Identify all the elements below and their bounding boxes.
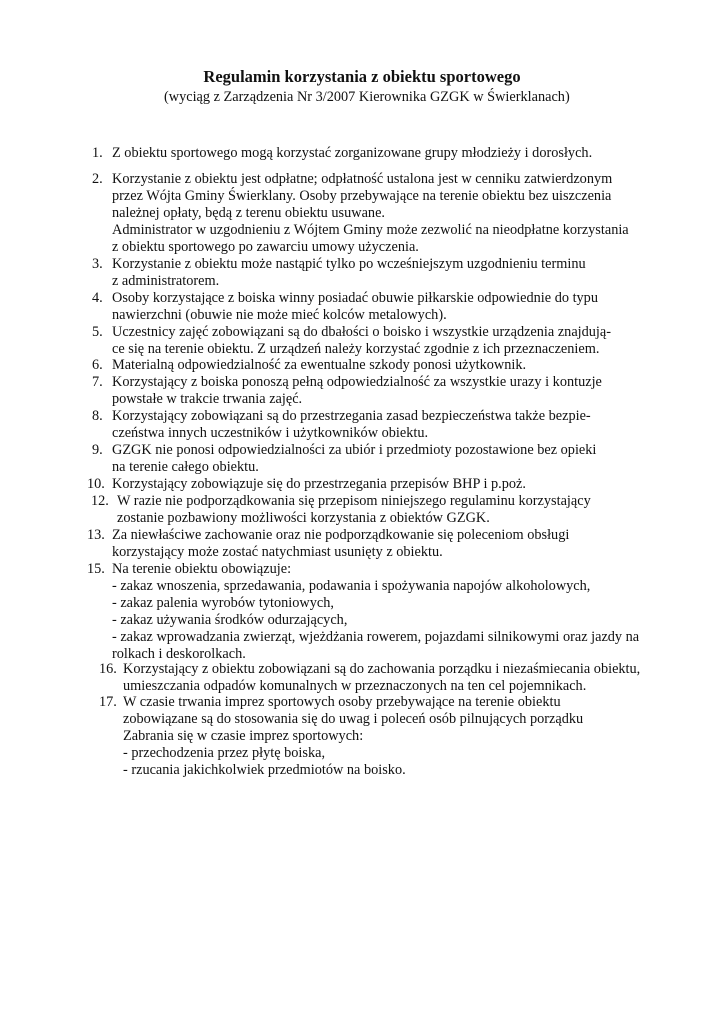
rule-number: 10. [87,476,105,492]
rule-text-line: Korzystający zobowiązani są do przestrzegania zasad bezpieczeństwa także bezpie- [112,408,591,424]
rule-number: 7. [92,374,103,390]
rule-number: 5. [92,324,103,340]
rule-text-line: korzystający może zostać natychmiast usunięty z obiektu. [112,544,443,560]
rule-number: 8. [92,408,103,424]
rule-text-line: zostanie pozbawiony możliwości korzystania z obiektów GZGK. [117,510,490,526]
rule-text-line: - zakaz używania środków odurzających, [112,612,348,628]
rule-number: 16. [99,661,117,677]
rule-text-line: Za niewłaściwe zachowanie oraz nie podporządkowanie się poleceniom obsługi [112,527,570,543]
rule-text-line: GZGK nie ponosi odpowiedzialności za ubiór i przedmioty pozostawione bez opieki [112,442,597,458]
rule-text-line: Korzystanie z obiektu może nastąpić tylko po wcześniejszym uzgodnieniu terminu [112,256,586,272]
rule-number: 1. [92,145,103,161]
rule-text-line: Administrator w uzgodnieniu z Wójtem Gminy może zezwolić na nieodpłatne korzystania [112,222,629,238]
rule-text-line: Na terenie obiektu obowiązuje: [112,561,292,577]
rule-text-line: - zakaz wprowadzania zwierząt, wjeżdżania rowerem, pojazdami silnikowymi oraz jazdy na [112,629,640,645]
rule-text-line: Korzystający z boiska ponoszą pełną odpowiedzialność za wszystkie urazy i kontuzje [112,374,602,390]
rule-number: 15. [87,561,105,577]
rule-text-line: Materialną odpowiedzialność za ewentualne szkody ponosi użytkownik. [112,357,527,373]
rule-number: 3. [92,256,103,272]
rule-text-line: W czasie trwania imprez sportowych osoby przebywające na terenie obiektu [123,694,561,710]
rule-text-line: - zakaz wnoszenia, sprzedawania, podawania i spożywania napojów alkoholowych, [112,578,591,594]
document-subtitle: (wyciąg z Zarządzenia Nr 3/2007 Kierownika GZGK w Świerklanach) [164,89,570,105]
rule-number: 17. [99,694,117,710]
rule-text-line: z administratorem. [112,273,220,289]
rule-text-line: należnej opłaty, będą z terenu obiektu usuwane. [112,205,385,221]
rule-text-line: W razie nie podporządkowania się przepisom niniejszego regulaminu korzystający [117,493,591,509]
rule-text-line: Korzystanie z obiektu jest odpłatne; odpłatność ustalona jest w cenniku zatwierdzonym [112,171,613,187]
rule-text-line: nawierzchni (obuwie nie może mieć kolców metalowych). [112,307,447,323]
rule-number: 13. [87,527,105,543]
rule-number: 4. [92,290,103,306]
rule-number: 9. [92,442,103,458]
rule-text-line: czeństwa innych uczestników i użytkowników obiektu. [112,425,429,441]
rule-text-line: Korzystający zobowiązuje się do przestrzegania przepisów BHP i p.poż. [112,476,526,492]
rule-text-line: - zakaz palenia wyrobów tytoniowych, [112,595,334,611]
rule-text-line: - przechodzenia przez płytę boiska, [123,745,326,761]
rule-text-line: rolkach i deskorolkach. [112,646,246,662]
rule-text-line: Osoby korzystające z boiska winny posiadać obuwie piłkarskie odpowiednie do typu [112,290,598,306]
rule-number: 2. [92,171,103,187]
rule-text-line: Uczestnicy zajęć zobowiązani są do dbałości o boisko i wszystkie urządzenia znajdują- [112,324,612,340]
rule-number: 12. [91,493,109,509]
rule-text-line: Korzystający z obiektu zobowiązani są do zachowania porządku i niezaśmiecania obiektu, [123,661,641,677]
rule-text-line: ce się na terenie obiektu. Z urządzeń należy korzystać zgodnie z ich przeznaczeniem. [112,341,600,357]
rule-text-line: powstałe w trakcie trwania zajęć. [112,391,303,407]
rule-text-line: Z obiektu sportowego mogą korzystać zorganizowane grupy młodzieży i dorosłych. [112,145,593,161]
rule-text-line: umieszczania odpadów komunalnych w przeznaczonych na ten cel pojemnikach. [123,678,587,694]
rule-text-line: z obiektu sportowego po zawarciu umowy użyczenia. [112,239,419,255]
document-title: Regulamin korzystania z obiektu sportowego [203,67,521,86]
rule-text-line: na terenie całego obiektu. [112,459,259,475]
rule-text-line: Zabrania się w czasie imprez sportowych: [123,728,364,744]
rule-number: 6. [92,357,103,373]
rule-text-line: przez Wójta Gminy Świerklany. Osoby przebywające na terenie obiektu bez uiszczenia [112,188,612,204]
rule-text-line: - rzucania jakichkolwiek przedmiotów na boisko. [123,762,406,778]
rule-text-line: zobowiązane są do stosowania się do uwag i poleceń osób pilnujących porządku [123,711,584,727]
